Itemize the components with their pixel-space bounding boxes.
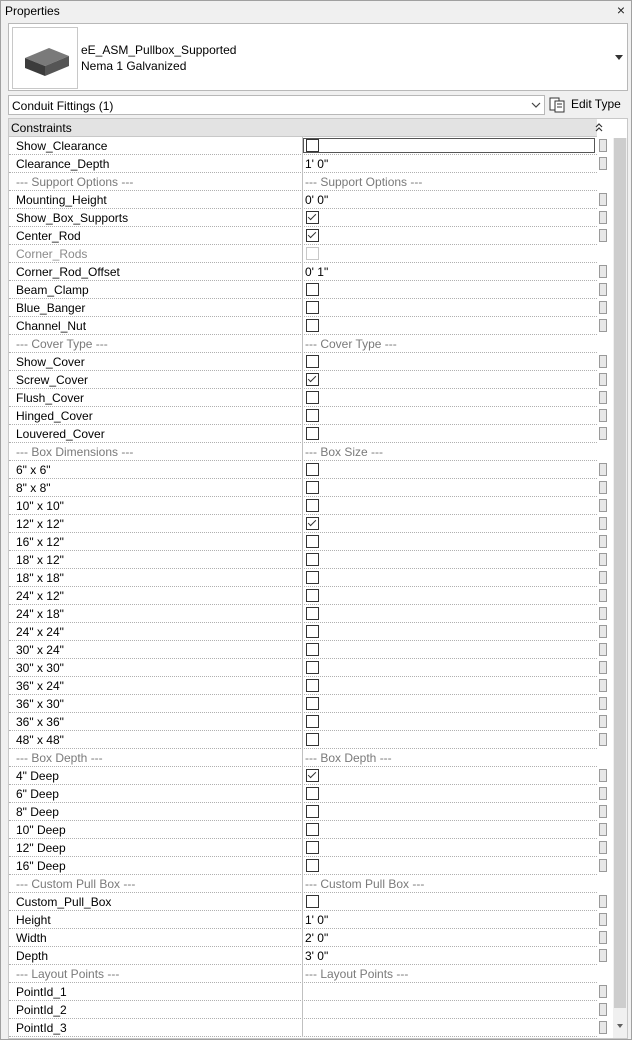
property-name: --- Custom Pull Box --- bbox=[16, 877, 136, 891]
property-name: Height bbox=[16, 913, 51, 927]
column-divider bbox=[302, 767, 303, 785]
property-row[interactable] bbox=[9, 767, 597, 785]
column-divider bbox=[302, 407, 303, 425]
checkbox[interactable] bbox=[306, 715, 319, 728]
checkbox[interactable] bbox=[306, 139, 319, 152]
column-divider bbox=[302, 425, 303, 443]
property-row[interactable] bbox=[9, 209, 597, 227]
checkbox[interactable] bbox=[306, 319, 319, 332]
checkbox[interactable] bbox=[306, 283, 319, 296]
property-name: PointId_1 bbox=[16, 985, 67, 999]
column-divider bbox=[302, 389, 303, 407]
checkbox-checked[interactable] bbox=[306, 211, 319, 224]
property-row[interactable] bbox=[9, 839, 597, 857]
column-divider bbox=[302, 461, 303, 479]
column-divider bbox=[302, 497, 303, 515]
property-value[interactable]: 1' 0" bbox=[305, 913, 329, 927]
checkbox[interactable] bbox=[306, 805, 319, 818]
checkbox[interactable] bbox=[306, 859, 319, 872]
close-icon[interactable]: × bbox=[616, 2, 626, 18]
associate-family-parameter-button[interactable] bbox=[599, 841, 607, 854]
associate-family-parameter-button[interactable] bbox=[599, 535, 607, 548]
property-row[interactable] bbox=[9, 263, 597, 281]
property-row[interactable] bbox=[9, 659, 597, 677]
property-name: --- Support Options --- bbox=[16, 175, 134, 189]
checkbox[interactable] bbox=[306, 589, 319, 602]
property-name: Depth bbox=[16, 949, 49, 963]
property-name: 24" x 24" bbox=[16, 625, 64, 639]
property-value[interactable]: 3' 0" bbox=[305, 949, 329, 963]
category-filter-dropdown[interactable] bbox=[8, 95, 545, 115]
checkbox[interactable] bbox=[306, 733, 319, 746]
column-divider bbox=[302, 209, 303, 227]
associate-family-parameter-button[interactable] bbox=[599, 1003, 607, 1016]
property-row[interactable] bbox=[9, 245, 597, 263]
associate-family-parameter-button[interactable] bbox=[599, 679, 607, 692]
property-name: 12" Deep bbox=[16, 841, 66, 855]
checkbox-checked[interactable] bbox=[306, 229, 319, 242]
property-name: 48" x 48" bbox=[16, 733, 64, 747]
associate-family-parameter-button[interactable] bbox=[599, 481, 607, 494]
associate-family-parameter-button[interactable] bbox=[599, 319, 607, 332]
column-divider bbox=[302, 227, 303, 245]
column-divider bbox=[302, 713, 303, 731]
column-divider bbox=[302, 353, 303, 371]
property-row[interactable] bbox=[9, 569, 597, 587]
checkbox[interactable] bbox=[306, 823, 319, 836]
property-row[interactable] bbox=[9, 587, 597, 605]
property-row[interactable] bbox=[9, 533, 597, 551]
family-name: eE_ASM_Pullbox_Supported bbox=[81, 43, 237, 57]
property-name: 18" x 18" bbox=[16, 571, 64, 585]
associate-family-parameter-button[interactable] bbox=[599, 625, 607, 638]
column-divider bbox=[302, 875, 303, 893]
checkbox bbox=[306, 247, 319, 260]
property-row[interactable] bbox=[9, 911, 597, 929]
property-row[interactable] bbox=[9, 803, 597, 821]
column-divider bbox=[302, 587, 303, 605]
associate-family-parameter-button[interactable] bbox=[599, 913, 607, 926]
associate-family-parameter-button[interactable] bbox=[599, 229, 607, 242]
property-row[interactable] bbox=[9, 515, 597, 533]
column-divider bbox=[302, 569, 303, 587]
checkbox[interactable] bbox=[306, 661, 319, 674]
property-row[interactable] bbox=[9, 299, 597, 317]
property-row[interactable] bbox=[9, 155, 597, 173]
column-divider bbox=[302, 191, 303, 209]
section-value: --- Layout Points --- bbox=[305, 967, 409, 981]
checkbox[interactable] bbox=[306, 625, 319, 638]
associate-family-parameter-button[interactable] bbox=[599, 463, 607, 476]
property-name: Show_Cover bbox=[16, 355, 85, 369]
checkbox[interactable] bbox=[306, 841, 319, 854]
property-row[interactable] bbox=[9, 713, 597, 731]
section-row bbox=[9, 173, 597, 191]
property-name: Channel_Nut bbox=[16, 319, 87, 333]
section-row bbox=[9, 443, 597, 461]
column-divider bbox=[302, 245, 303, 263]
associate-family-parameter-button[interactable] bbox=[599, 409, 607, 422]
property-name: Show_Box_Supports bbox=[16, 211, 129, 225]
property-row[interactable] bbox=[9, 1019, 597, 1037]
section-value: --- Box Depth --- bbox=[305, 751, 392, 765]
property-name: 30" x 30" bbox=[16, 661, 64, 675]
associate-family-parameter-button[interactable] bbox=[599, 607, 607, 620]
property-name: Beam_Clamp bbox=[16, 283, 89, 297]
property-row[interactable] bbox=[9, 731, 597, 749]
property-name: Center_Rod bbox=[16, 229, 81, 243]
palette-title: Properties bbox=[5, 4, 60, 18]
property-name: Blue_Banger bbox=[16, 301, 86, 315]
associate-family-parameter-button[interactable] bbox=[599, 211, 607, 224]
chevron-down-icon[interactable] bbox=[613, 50, 625, 64]
associate-family-parameter-button[interactable] bbox=[599, 427, 607, 440]
property-row[interactable] bbox=[9, 407, 597, 425]
associate-family-parameter-button[interactable] bbox=[599, 283, 607, 296]
chevron-down-icon[interactable] bbox=[529, 98, 543, 112]
associate-family-parameter-button[interactable] bbox=[599, 571, 607, 584]
property-value[interactable]: 0' 1" bbox=[305, 265, 329, 279]
column-divider bbox=[302, 1001, 303, 1019]
section-row bbox=[9, 749, 597, 767]
property-row[interactable] bbox=[9, 353, 597, 371]
associate-family-parameter-button[interactable] bbox=[599, 985, 607, 998]
checkbox[interactable] bbox=[306, 787, 319, 800]
property-row[interactable] bbox=[9, 785, 597, 803]
property-name: 16" Deep bbox=[16, 859, 66, 873]
associate-family-parameter-button[interactable] bbox=[599, 697, 607, 710]
column-divider bbox=[302, 533, 303, 551]
property-row[interactable] bbox=[9, 497, 597, 515]
checkbox[interactable] bbox=[306, 697, 319, 710]
property-name: Width bbox=[16, 931, 47, 945]
associate-family-parameter-button[interactable] bbox=[599, 553, 607, 566]
associate-family-parameter-button[interactable] bbox=[599, 589, 607, 602]
checkbox[interactable] bbox=[306, 679, 319, 692]
column-divider bbox=[302, 929, 303, 947]
associate-family-parameter-button[interactable] bbox=[599, 193, 607, 206]
section-value: --- Box Size --- bbox=[305, 445, 383, 459]
property-name: Mounting_Height bbox=[16, 193, 107, 207]
section-row bbox=[9, 965, 597, 983]
checkbox[interactable] bbox=[306, 355, 319, 368]
associate-family-parameter-button[interactable] bbox=[599, 643, 607, 656]
associate-family-parameter-button[interactable] bbox=[599, 265, 607, 278]
edit-type-label: Edit Type bbox=[571, 97, 621, 111]
column-divider bbox=[302, 839, 303, 857]
property-name: Clearance_Depth bbox=[16, 157, 110, 171]
property-name: --- Box Dimensions --- bbox=[16, 445, 134, 459]
checkbox[interactable] bbox=[306, 553, 319, 566]
section-row bbox=[9, 875, 597, 893]
focus-outline bbox=[303, 138, 595, 153]
property-name: Screw_Cover bbox=[16, 373, 89, 387]
associate-family-parameter-button[interactable] bbox=[599, 373, 607, 386]
property-row[interactable] bbox=[9, 425, 597, 443]
property-name: 6" Deep bbox=[16, 787, 59, 801]
property-row[interactable] bbox=[9, 677, 597, 695]
property-row[interactable] bbox=[9, 479, 597, 497]
property-name: 18" x 12" bbox=[16, 553, 64, 567]
checkbox[interactable] bbox=[306, 481, 319, 494]
property-row[interactable] bbox=[9, 389, 597, 407]
type-name: Nema 1 Galvanized bbox=[81, 59, 187, 73]
column-divider bbox=[302, 1019, 303, 1037]
property-name: Flush_Cover bbox=[16, 391, 85, 405]
property-row[interactable] bbox=[9, 623, 597, 641]
category-label: Constraints bbox=[11, 121, 72, 135]
column-divider bbox=[302, 947, 303, 965]
section-row bbox=[9, 335, 597, 353]
associate-family-parameter-button[interactable] bbox=[599, 355, 607, 368]
property-row[interactable] bbox=[9, 605, 597, 623]
property-name: PointId_3 bbox=[16, 1021, 67, 1035]
column-divider bbox=[302, 911, 303, 929]
title-bar bbox=[1, 1, 631, 21]
property-row[interactable] bbox=[9, 641, 597, 659]
property-row[interactable] bbox=[9, 371, 597, 389]
column-divider bbox=[302, 893, 303, 911]
associate-family-parameter-button[interactable] bbox=[599, 1021, 607, 1034]
checkbox-checked[interactable] bbox=[306, 517, 319, 530]
column-divider bbox=[302, 695, 303, 713]
property-name: --- Layout Points --- bbox=[16, 967, 120, 981]
checkbox[interactable] bbox=[306, 535, 319, 548]
property-name: Corner_Rods bbox=[16, 247, 88, 261]
associate-family-parameter-button[interactable] bbox=[599, 139, 607, 152]
associate-family-parameter-button[interactable] bbox=[599, 301, 607, 314]
property-row[interactable] bbox=[9, 551, 597, 569]
column-divider bbox=[302, 749, 303, 767]
property-value[interactable]: 2' 0" bbox=[305, 931, 329, 945]
property-row[interactable] bbox=[9, 461, 597, 479]
property-name: 36" x 24" bbox=[16, 679, 64, 693]
checkbox[interactable] bbox=[306, 391, 319, 404]
property-row[interactable] bbox=[9, 137, 597, 155]
column-divider bbox=[302, 371, 303, 389]
property-name: 6" x 6" bbox=[16, 463, 51, 477]
column-divider bbox=[302, 803, 303, 821]
associate-family-parameter-button[interactable] bbox=[599, 661, 607, 674]
associate-family-parameter-button[interactable] bbox=[599, 769, 607, 782]
property-name: 8" x 8" bbox=[16, 481, 51, 495]
checkbox-checked[interactable] bbox=[306, 373, 319, 386]
checkbox[interactable] bbox=[306, 499, 319, 512]
column-divider bbox=[302, 317, 303, 335]
property-row[interactable] bbox=[9, 281, 597, 299]
property-name: 12" x 12" bbox=[16, 517, 64, 531]
associate-family-parameter-button[interactable] bbox=[599, 859, 607, 872]
property-name: 16" x 12" bbox=[16, 535, 64, 549]
property-value[interactable]: 1' 0" bbox=[305, 157, 329, 171]
property-name: 10" Deep bbox=[16, 823, 66, 837]
column-divider bbox=[302, 479, 303, 497]
column-divider bbox=[302, 983, 303, 1001]
associate-family-parameter-button[interactable] bbox=[599, 949, 607, 962]
column-divider bbox=[302, 641, 303, 659]
property-row[interactable] bbox=[9, 983, 597, 1001]
checkbox[interactable] bbox=[306, 463, 319, 476]
column-divider bbox=[302, 281, 303, 299]
scrollbar-thumb[interactable] bbox=[614, 138, 626, 1008]
property-name: --- Cover Type --- bbox=[16, 337, 108, 351]
checkbox[interactable] bbox=[306, 427, 319, 440]
associate-family-parameter-button[interactable] bbox=[599, 517, 607, 530]
properties-grid bbox=[8, 118, 628, 1039]
column-divider bbox=[302, 623, 303, 641]
column-divider bbox=[302, 659, 303, 677]
column-divider bbox=[302, 263, 303, 281]
edit-type-icon bbox=[549, 96, 567, 114]
category-header[interactable] bbox=[9, 119, 597, 137]
property-row[interactable] bbox=[9, 1001, 597, 1019]
scroll-down-arrow-icon[interactable] bbox=[614, 1020, 626, 1034]
property-row[interactable] bbox=[9, 821, 597, 839]
column-divider bbox=[302, 173, 303, 191]
section-value: --- Support Options --- bbox=[305, 175, 423, 189]
property-name: Hinged_Cover bbox=[16, 409, 93, 423]
associate-family-parameter-button[interactable] bbox=[599, 733, 607, 746]
property-name: 24" x 18" bbox=[16, 607, 64, 621]
checkbox[interactable] bbox=[306, 409, 319, 422]
vertical-scrollbar[interactable] bbox=[613, 138, 627, 1038]
property-name: 30" x 24" bbox=[16, 643, 64, 657]
column-divider bbox=[302, 299, 303, 317]
associate-family-parameter-button[interactable] bbox=[599, 499, 607, 512]
property-row[interactable] bbox=[9, 893, 597, 911]
associate-family-parameter-button[interactable] bbox=[599, 805, 607, 818]
property-name: 36" x 36" bbox=[16, 715, 64, 729]
associate-family-parameter-button[interactable] bbox=[599, 787, 607, 800]
checkbox[interactable] bbox=[306, 895, 319, 908]
property-name: Custom_Pull_Box bbox=[16, 895, 112, 909]
property-row[interactable] bbox=[9, 695, 597, 713]
associate-family-parameter-button[interactable] bbox=[599, 391, 607, 404]
property-name: Louvered_Cover bbox=[16, 427, 105, 441]
property-name: --- Box Depth --- bbox=[16, 751, 103, 765]
property-name: 4" Deep bbox=[16, 769, 59, 783]
checkbox[interactable] bbox=[306, 301, 319, 314]
property-value[interactable]: 0' 0" bbox=[305, 193, 329, 207]
property-name: Corner_Rod_Offset bbox=[16, 265, 120, 279]
checkbox[interactable] bbox=[306, 571, 319, 584]
column-divider bbox=[302, 551, 303, 569]
column-divider bbox=[302, 677, 303, 695]
checkbox[interactable] bbox=[306, 607, 319, 620]
property-row[interactable] bbox=[9, 227, 597, 245]
column-divider bbox=[302, 443, 303, 461]
property-row[interactable] bbox=[9, 317, 597, 335]
property-name: 10" x 10" bbox=[16, 499, 64, 513]
property-row[interactable] bbox=[9, 929, 597, 947]
associate-family-parameter-button[interactable] bbox=[599, 715, 607, 728]
column-divider bbox=[302, 335, 303, 353]
edit-type-button[interactable] bbox=[548, 94, 628, 116]
collapse-icon[interactable] bbox=[595, 122, 603, 135]
property-row[interactable] bbox=[9, 857, 597, 875]
section-value: --- Cover Type --- bbox=[305, 337, 397, 351]
property-row[interactable] bbox=[9, 947, 597, 965]
associate-family-parameter-button[interactable] bbox=[599, 157, 607, 170]
column-divider bbox=[302, 785, 303, 803]
column-divider bbox=[302, 821, 303, 839]
property-name: 8" Deep bbox=[16, 805, 59, 819]
checkbox-checked[interactable] bbox=[306, 769, 319, 782]
column-divider bbox=[302, 605, 303, 623]
property-name: 36" x 30" bbox=[16, 697, 64, 711]
pullbox-thumbnail-icon bbox=[12, 27, 78, 89]
type-selector[interactable] bbox=[8, 23, 628, 91]
property-row[interactable] bbox=[9, 191, 597, 209]
associate-family-parameter-button[interactable] bbox=[599, 823, 607, 836]
column-divider bbox=[302, 965, 303, 983]
section-value: --- Custom Pull Box --- bbox=[305, 877, 425, 891]
column-divider bbox=[302, 857, 303, 875]
column-divider bbox=[302, 515, 303, 533]
associate-family-parameter-button[interactable] bbox=[599, 931, 607, 944]
property-name: 24" x 12" bbox=[16, 589, 64, 603]
column-divider bbox=[302, 155, 303, 173]
property-name: PointId_2 bbox=[16, 1003, 67, 1017]
checkbox[interactable] bbox=[306, 643, 319, 656]
column-divider bbox=[302, 731, 303, 749]
filter-value: Conduit Fittings (1) bbox=[12, 99, 114, 113]
associate-family-parameter-button[interactable] bbox=[599, 895, 607, 908]
property-name: Show_Clearance bbox=[16, 139, 108, 153]
